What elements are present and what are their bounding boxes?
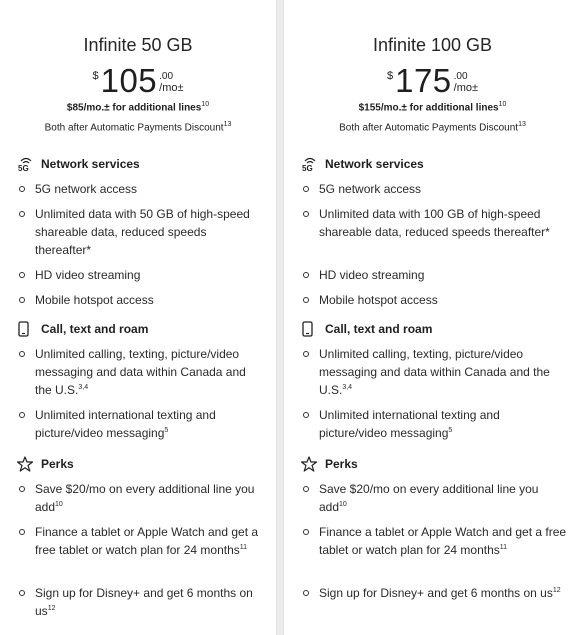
plan-card-infinite-50 — [0, 0, 277, 635]
price-currency: $ — [386, 70, 394, 82]
list-item — [303, 523, 567, 559]
list-item-text: Save $20/mo on every additional line you add — [319, 482, 539, 514]
section-perks — [301, 456, 571, 472]
footnote-ref: 10 — [339, 501, 347, 508]
list-item — [19, 523, 264, 559]
footnote-ref: 12 — [552, 587, 561, 594]
svg-text:5G: 5G — [18, 164, 29, 172]
list-item — [303, 345, 567, 399]
list-item — [303, 480, 567, 516]
list-item — [19, 266, 264, 284]
5g-network-icon — [17, 156, 35, 172]
plan-title: Infinite 100 GB — [372, 35, 493, 55]
list-item-text: Mobile hotspot access — [35, 293, 154, 307]
list-item-text: Unlimited calling, texting, picture/video messaging and data within Canada and the U.S. — [319, 347, 550, 397]
price-period: /mo± — [453, 82, 479, 94]
bullet — [303, 529, 309, 535]
section-perks — [17, 456, 266, 472]
footnote-ref: 13 — [223, 121, 232, 128]
list-item-text: Unlimited data with 50 GB of high-speed shareable data, reduced speeds thereafter* — [35, 207, 250, 257]
section-title: Perks — [41, 457, 74, 471]
list-item-text: HD video streaming — [319, 268, 425, 282]
bullet — [303, 211, 309, 217]
list-item-text: 5G network access — [319, 182, 422, 196]
footnote-ref: 5 — [164, 427, 169, 434]
discount-note — [284, 121, 581, 133]
section-title: Network services — [325, 157, 424, 171]
list-item-text: 5G network access — [35, 182, 138, 196]
additional-lines-text: $155/mo.± for additional lines — [358, 102, 499, 114]
list-item-text: Sign up for Disney+ and get 6 months on us — [319, 586, 553, 600]
list-item — [19, 406, 264, 442]
list-item-text: Unlimited calling, texting, picture/video messaging and data within Canada and the U.S. — [35, 347, 246, 397]
list-item — [303, 291, 567, 309]
price-cents: .00 — [159, 71, 174, 82]
list-item-text: Unlimited data with 100 GB of high-speed shareable data, reduced speeds thereafter* — [319, 207, 550, 239]
bullet — [19, 486, 25, 492]
list-item-text: HD video streaming — [35, 268, 141, 282]
list-item-text: Unlimited international texting and picture/video messaging — [35, 408, 216, 440]
star-icon — [17, 456, 35, 472]
list-item — [19, 180, 264, 198]
footnote-ref: 10 — [498, 101, 507, 108]
footnote-ref: 10 — [55, 501, 63, 508]
discount-note — [0, 121, 276, 133]
footnote-ref: 13 — [518, 121, 526, 128]
section-title: Call, text and roam — [325, 322, 433, 336]
list-item — [303, 205, 567, 241]
phone-icon — [17, 321, 35, 337]
bullet — [19, 412, 25, 418]
list-item — [303, 406, 567, 442]
list-item — [19, 584, 264, 620]
price-currency: $ — [92, 70, 99, 82]
section-title: Call, text and roam — [41, 322, 149, 336]
bullet — [303, 412, 309, 418]
bullet — [303, 186, 309, 192]
bullet — [19, 529, 25, 535]
section-network-services — [301, 156, 571, 172]
section-call-text-roam — [301, 321, 571, 337]
list-item — [19, 205, 264, 259]
list-item-text: Sign up for Disney+ and get 6 months on us — [35, 586, 253, 618]
bullet — [19, 351, 25, 357]
list-item — [19, 480, 264, 516]
plan-card-infinite-100 — [283, 0, 581, 635]
additional-lines-price — [284, 101, 581, 113]
footnote-ref: 11 — [499, 544, 508, 551]
svg-text:5G: 5G — [302, 164, 313, 172]
price-period: /mo± — [159, 82, 184, 94]
list-item — [19, 345, 264, 399]
price-amount: 175 — [395, 62, 452, 99]
list-item-text: Mobile hotspot access — [319, 293, 438, 307]
footnote-ref: 12 — [47, 605, 56, 612]
plan-price — [284, 62, 581, 100]
price-cents: .00 — [453, 71, 468, 82]
list-item-text: Save $20/mo on every additional line you add — [35, 482, 255, 514]
additional-lines-price — [0, 101, 276, 113]
list-item-text: Finance a tablet or Apple Watch and get a free tablet or watch plan for 24 months — [35, 525, 259, 557]
bullet — [19, 272, 25, 278]
bullet — [19, 297, 25, 303]
plan-price — [0, 62, 276, 100]
discount-text: Both after Automatic Payments Discount — [44, 122, 224, 134]
5g-network-icon — [301, 156, 319, 172]
bullet — [303, 351, 309, 357]
section-title: Perks — [325, 457, 358, 471]
footnote-ref: 5 — [448, 427, 453, 434]
footnote-ref: 11 — [239, 544, 248, 551]
section-title: Network services — [41, 157, 140, 171]
footnote-ref: 10 — [201, 101, 210, 108]
list-item — [303, 584, 567, 602]
bullet — [19, 186, 25, 192]
bullet — [303, 297, 309, 303]
star-icon — [301, 456, 319, 472]
section-call-text-roam — [17, 321, 266, 337]
list-item — [303, 180, 567, 198]
footnote-ref: 3,4 — [342, 384, 353, 391]
list-item — [19, 291, 264, 309]
list-item-text: Finance a tablet or Apple Watch and get a free tablet or watch plan for 24 months — [319, 525, 567, 557]
phone-icon — [301, 321, 319, 337]
section-network-services — [17, 156, 266, 172]
price-amount: 105 — [100, 62, 158, 99]
additional-lines-text: $85/mo.± for additional lines — [66, 102, 202, 114]
bullet — [303, 590, 309, 596]
footnote-ref: 3,4 — [78, 384, 89, 391]
discount-text: Both after Automatic Payments Discount — [339, 122, 519, 134]
bullet — [19, 211, 25, 217]
plan-title: Infinite 50 GB — [83, 35, 193, 55]
bullet — [303, 272, 309, 278]
bullet — [19, 590, 25, 596]
bullet — [303, 486, 309, 492]
list-item — [303, 266, 567, 284]
list-item-text: Unlimited international texting and picture/video messaging — [319, 408, 500, 440]
